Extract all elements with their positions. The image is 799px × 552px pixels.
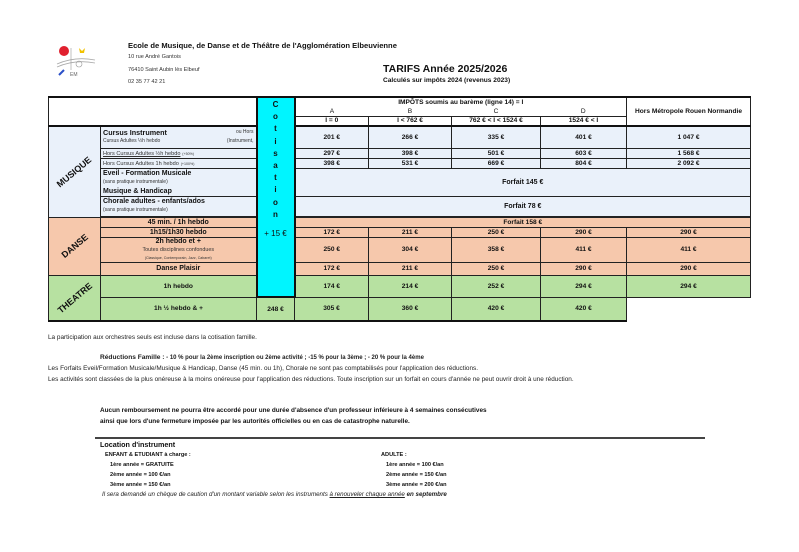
row-danse-plaisir: Danse Plaisir — [101, 262, 257, 275]
note-orchestres: La participation aux orchestres seuls est incluse dans la cotisation famille. — [48, 334, 257, 341]
note-forfaits: Les Forfaits Eveil/Formation Musicale/Musique & Handicap, Danse (45 min. ou 1h), Chorale ne sont pas comptabilisés pour l'application des réductions. — [48, 365, 478, 372]
phone: 02 35 77 42 21 — [128, 79, 166, 85]
location-divider — [95, 437, 705, 439]
table-row — [49, 217, 751, 227]
row-chorale: Chorale adultes - enfants/ados (sans pratique instrumentale) — [101, 196, 257, 216]
price-cell: 804 € — [541, 158, 627, 168]
address-line-1: 10 rue André Gantois — [128, 54, 181, 60]
price-cell: 669 € — [452, 158, 541, 168]
row-theatre-1h30: 1h ½ hebdo & + — [101, 297, 257, 321]
note-remboursement-2: ainsi que lors d'une fermeture imposée par les autorités officielles ou en cas de catastrophe naturelle. — [100, 418, 410, 425]
school-name: Ecole de Musique, de Danse et de Théâtre de l'Agglomération Elbeuvienne — [128, 41, 397, 50]
note-activites: Les activités sont classées de la plus onéreuse à la moins onéreuse pour l'application des réductions. Toute inscription sur un forfait en cours d'année ne peut ouvrir droit à une réduction. — [48, 376, 574, 383]
col-range-c: 762 € < I < 1524 € — [452, 116, 541, 126]
price-cell: 2 092 € — [627, 158, 751, 168]
note-reductions: Réductions Famille : - 10 % pour la 2ème inscription ou 2ème activité ; -15 % pour la 3ème ; - 20 % pour la 4ème — [100, 354, 424, 361]
price-cell: 420 € — [452, 297, 541, 321]
price-cell: 1 047 € — [627, 126, 751, 148]
adulte-year-1: 1ère année = 100 €/an — [386, 462, 444, 468]
cotisation-value: + 15 € — [264, 229, 287, 239]
hors-metropole-header: Hors Métropole Rouen Normandie — [627, 97, 751, 126]
enfant-year-2: 2ème année = 100 €/an — [110, 472, 171, 478]
price-cell: 172 € — [295, 262, 369, 275]
cotisation-column — [257, 97, 295, 297]
price-cell: 266 € — [369, 126, 452, 148]
price-cell: 401 € — [541, 126, 627, 148]
category-musique: MUSIQUE — [49, 126, 101, 217]
table-row — [49, 168, 751, 196]
price-cell: 252 € — [452, 275, 541, 297]
col-letter-b: B — [369, 107, 452, 116]
enfant-year-3: 3ème année = 150 €/an — [110, 482, 171, 488]
price-cell: 304 € — [369, 237, 452, 262]
row-theatre-1h: 1h hebdo — [101, 275, 257, 297]
price-cell: 214 € — [369, 275, 452, 297]
table-row — [49, 196, 751, 216]
adulte-title: ADULTE : — [381, 452, 407, 458]
price-cell: 411 € — [627, 237, 751, 262]
row-cursus-instrument: Cursus Instrument ou Hors Cursus Adultes ½h hebdo (Instrument, — [101, 126, 257, 148]
tarifs-table — [48, 96, 751, 322]
svg-text:EM: EM — [70, 72, 78, 78]
forfait-eveil: Forfait 145 € — [295, 168, 751, 196]
col-letter-c: C — [452, 107, 541, 116]
col-letter-d: D — [541, 107, 627, 116]
price-cell: 248 € — [257, 297, 295, 321]
category-danse: DANSE — [49, 217, 101, 275]
table-row — [49, 297, 751, 321]
price-cell: 1 568 € — [627, 148, 751, 158]
forfait-chorale: Forfait 78 € — [295, 196, 751, 216]
price-cell: 501 € — [452, 148, 541, 158]
price-cell: 398 € — [369, 148, 452, 158]
price-cell: 211 € — [369, 227, 452, 237]
price-cell: 290 € — [541, 262, 627, 275]
price-cell: 411 € — [541, 237, 627, 262]
note-remboursement-1: Aucun remboursement ne pourra être accordé pour une durée d'absence d'un professeur inférieure à 4 semaines consécutives — [100, 407, 487, 414]
table-row — [49, 262, 751, 275]
price-cell: 305 € — [295, 297, 369, 321]
row-hors-cursus-half: Hors Cursus Adultes ½h hebdo (+50%) — [101, 148, 257, 158]
price-cell: 174 € — [295, 275, 369, 297]
price-cell: 420 € — [541, 297, 627, 321]
price-cell: 172 € — [295, 227, 369, 237]
page-title: TARIFS Année 2025/2026 — [383, 63, 508, 75]
price-cell: 360 € — [369, 297, 452, 321]
note-caution: Il sera demandé un chèque de caution d'un montant variable selon les instruments à renouveler chaque année en septembre — [102, 491, 447, 498]
table-row — [49, 275, 751, 297]
col-letter-a: A — [295, 107, 369, 116]
col-range-a: I = 0 — [295, 116, 369, 126]
table-row — [49, 148, 751, 158]
price-cell: 250 € — [295, 237, 369, 262]
row-danse-2h: 2h hebdo et + Toutes disciplines confondues (Classique, Contemporain, Jazz, Cabaret) — [101, 237, 257, 262]
location-title: Location d'instrument — [100, 440, 176, 449]
price-cell: 201 € — [295, 126, 369, 148]
cotisation-label: C o t i s a t i o n — [272, 100, 279, 219]
table-row — [49, 158, 751, 168]
table-row — [49, 126, 751, 148]
address-line-2: 76410 Saint Aubin lès Elbeuf — [128, 67, 200, 73]
enfant-year-1: 1ère année = GRATUITE — [110, 462, 174, 468]
price-cell: 211 € — [369, 262, 452, 275]
price-cell: 398 € — [295, 158, 369, 168]
price-cell: 335 € — [452, 126, 541, 148]
col-range-d: 1524 € < I — [541, 116, 627, 126]
forfait-danse: Forfait 158 € — [295, 217, 751, 227]
col-range-b: I < 762 € — [369, 116, 452, 126]
table-row — [49, 237, 751, 262]
row-hors-cursus-1h: Hors Cursus Adultes 1h hebdo (+100%) — [101, 158, 257, 168]
school-logo — [55, 42, 103, 78]
table-row — [49, 227, 751, 237]
price-cell: 250 € — [452, 227, 541, 237]
row-danse-45min: 45 min. / 1h hebdo — [101, 217, 257, 227]
category-theatre: THEATRE — [49, 275, 101, 321]
price-cell: 294 € — [541, 275, 627, 297]
enfant-title: ENFANT & ETUDIANT à charge : — [105, 452, 191, 458]
price-cell: 290 € — [541, 227, 627, 237]
price-cell: 603 € — [541, 148, 627, 158]
adulte-year-3: 3ème année = 200 €/an — [386, 482, 447, 488]
price-cell: 290 € — [627, 262, 751, 275]
price-cell: 294 € — [627, 275, 751, 297]
price-cell: 297 € — [295, 148, 369, 158]
table-corner — [49, 97, 257, 126]
page-subtitle: Calculés sur impôts 2024 (revenus 2023) — [383, 77, 511, 84]
row-eveil-handicap: Eveil - Formation Musicale (sans pratique instrumentale) Musique & Handicap — [101, 168, 257, 196]
price-cell: 531 € — [369, 158, 452, 168]
price-cell: 250 € — [452, 262, 541, 275]
price-cell: 358 € — [452, 237, 541, 262]
price-cell: 290 € — [627, 227, 751, 237]
impots-header: IMPÔTS soumis au barème (ligne 14) = I — [295, 97, 627, 107]
adulte-year-2: 2ème année = 150 €/an — [386, 472, 447, 478]
row-danse-1h15: 1h15/1h30 hebdo — [101, 227, 257, 237]
